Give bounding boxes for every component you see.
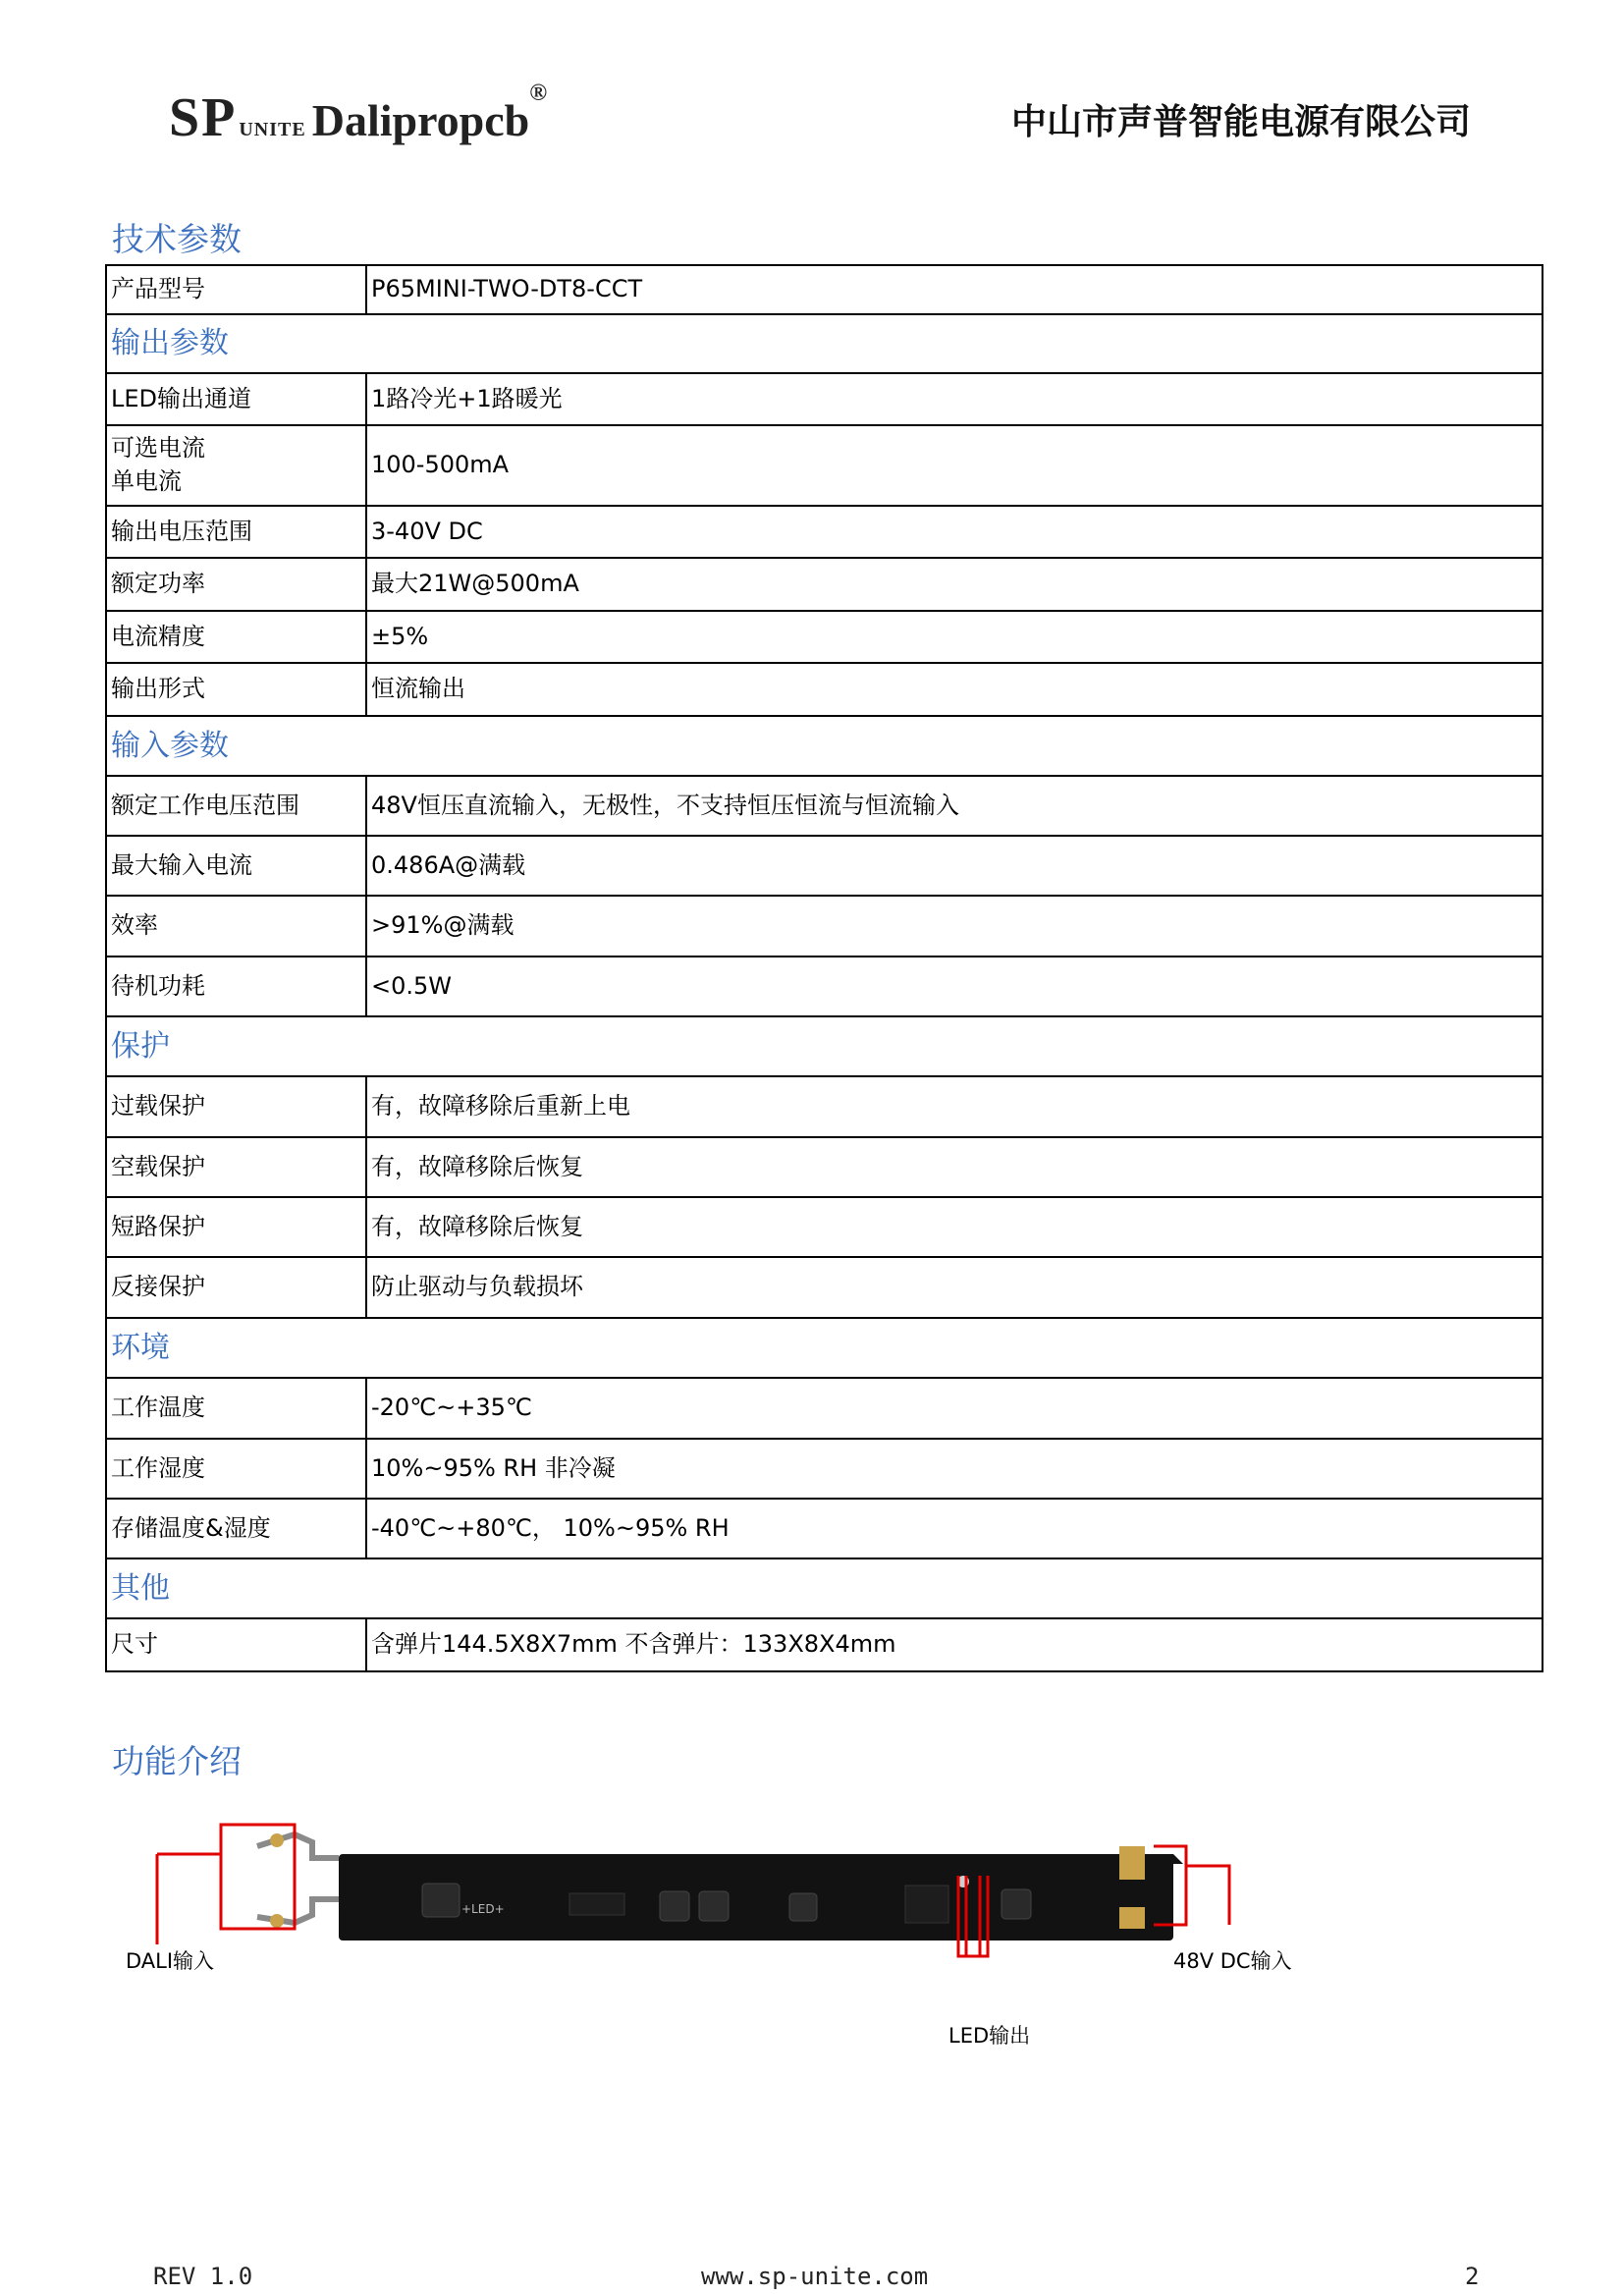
logo-brand: Dalipropcb [311,95,530,145]
footer-website[interactable]: www.sp-unite.com [701,2263,929,2290]
spec-key: 可选电流 单电流 [106,425,366,506]
spec-value: -20℃~+35℃ [366,1378,1543,1439]
dc-input-label: 48V DC输入 [1173,1949,1292,1973]
dali-input-label: DALI输入 [126,1949,215,1973]
spec-key: 效率 [106,896,366,957]
spec-group-label: 其他 [106,1558,1543,1618]
component-inductor-3 [699,1891,729,1921]
spec-key: 额定功率 [106,558,366,611]
spec-row [106,1197,1543,1257]
spec-key: 尺寸 [106,1618,366,1671]
registered-mark: ® [529,81,548,106]
spec-group-label: 保护 [106,1016,1543,1076]
spec-row [106,265,1543,314]
spec-row [106,776,1543,836]
component-inductor-4 [789,1893,817,1921]
component-ic-2 [905,1886,948,1923]
spec-row [106,1257,1543,1318]
spec-row [106,506,1543,558]
spec-group-row [106,716,1543,776]
spec-value: 有，故障移除后恢复 [366,1197,1543,1257]
pcb-illustration [0,1807,1624,2062]
spec-key: 产品型号 [106,265,366,314]
spec-key: 输出电压范围 [106,506,366,558]
logo-unite: UNITE [239,119,306,140]
spec-row [106,957,1543,1016]
dali-pad-top [270,1833,284,1847]
spec-key: 工作温度 [106,1378,366,1439]
spec-key: 工作湿度 [106,1439,366,1499]
spec-section-title: 技术参数 [112,220,242,258]
spec-value: <0.5W [366,957,1543,1016]
spec-value: 48V恒压直流输入，无极性，不支持恒压恒流与恒流输入 [366,776,1543,836]
spec-group-row [106,314,1543,373]
function-section-title: 功能介绍 [112,1742,242,1780]
spec-key: 空载保护 [106,1137,366,1197]
silk-led-label: +LED+ [461,1902,505,1916]
component-inductor-1 [422,1884,460,1917]
spec-value: ±5% [366,611,1543,663]
spec-value: 最大21W@500mA [366,558,1543,611]
spec-value: P65MINI-TWO-DT8-CCT [366,265,1543,314]
component-inductor-2 [660,1891,689,1921]
spec-value: 含弹片144.5X8X7mm 不含弹片：133X8X4mm [366,1618,1543,1671]
spec-group-label: 输出参数 [106,314,1543,373]
spec-group-row [106,1016,1543,1076]
spec-key: LED输出通道 [106,373,366,425]
spec-value: 有，故障移除后恢复 [366,1137,1543,1197]
component-ic-1 [569,1893,624,1915]
spec-key: 过载保护 [106,1076,366,1137]
spec-key: 反接保护 [106,1257,366,1318]
spec-row [106,896,1543,957]
spec-row [106,1499,1543,1558]
component-inductor-5 [1001,1889,1031,1919]
dali-pad-bottom [270,1914,284,1928]
spec-row [106,1618,1543,1671]
dc-pad-bottom [1119,1907,1145,1929]
spec-table-body [106,265,1543,1671]
spec-key: 输出形式 [106,663,366,716]
dali-spring-bottom [257,1899,339,1923]
spec-row [106,1076,1543,1137]
spec-group-row [106,1318,1543,1378]
dali-spring-top [257,1834,339,1858]
company-logo [169,81,548,149]
dc-pad-top [1119,1846,1145,1880]
spec-value: 防止驱动与负载损坏 [366,1257,1543,1318]
spec-row [106,373,1543,425]
spec-row [106,611,1543,663]
function-diagram [0,1807,1624,2062]
spec-row [106,1439,1543,1499]
spec-group-label: 输入参数 [106,716,1543,776]
footer-page-number: 2 [1465,2263,1480,2290]
spec-key: 短路保护 [106,1197,366,1257]
logo-sp: SP [169,87,238,148]
spec-row [106,1378,1543,1439]
pcb-board-main [339,1854,1173,1941]
spec-row [106,663,1543,716]
spec-key: 最大输入电流 [106,836,366,896]
spec-key: 额定工作电压范围 [106,776,366,836]
spec-value: 10%~95% RH 非冷凝 [366,1439,1543,1499]
footer-revision: REV 1.0 [153,2263,253,2290]
spec-value: 100-500mA [366,425,1543,506]
spec-row [106,425,1543,506]
spec-value: 0.486A@满载 [366,836,1543,896]
spec-value: 3-40V DC [366,506,1543,558]
spec-value: 恒流输出 [366,663,1543,716]
led-output-label: LED输出 [948,2024,1031,2048]
spec-value: >91%@满载 [366,896,1543,957]
spec-row [106,836,1543,896]
spec-value: 1路冷光+1路暖光 [366,373,1543,425]
spec-row [106,558,1543,611]
spec-row [106,1137,1543,1197]
spec-key: 待机功耗 [106,957,366,1016]
spec-table [105,264,1543,1672]
spec-key: 存储温度&湿度 [106,1499,366,1558]
spec-group-label: 环境 [106,1318,1543,1378]
spec-group-row [106,1558,1543,1618]
spec-key: 电流精度 [106,611,366,663]
spec-value: -40℃~+80℃， 10%~95% RH [366,1499,1543,1558]
company-name: 中山市声普智能电源有限公司 [1010,102,1471,142]
spec-value: 有，故障移除后重新上电 [366,1076,1543,1137]
